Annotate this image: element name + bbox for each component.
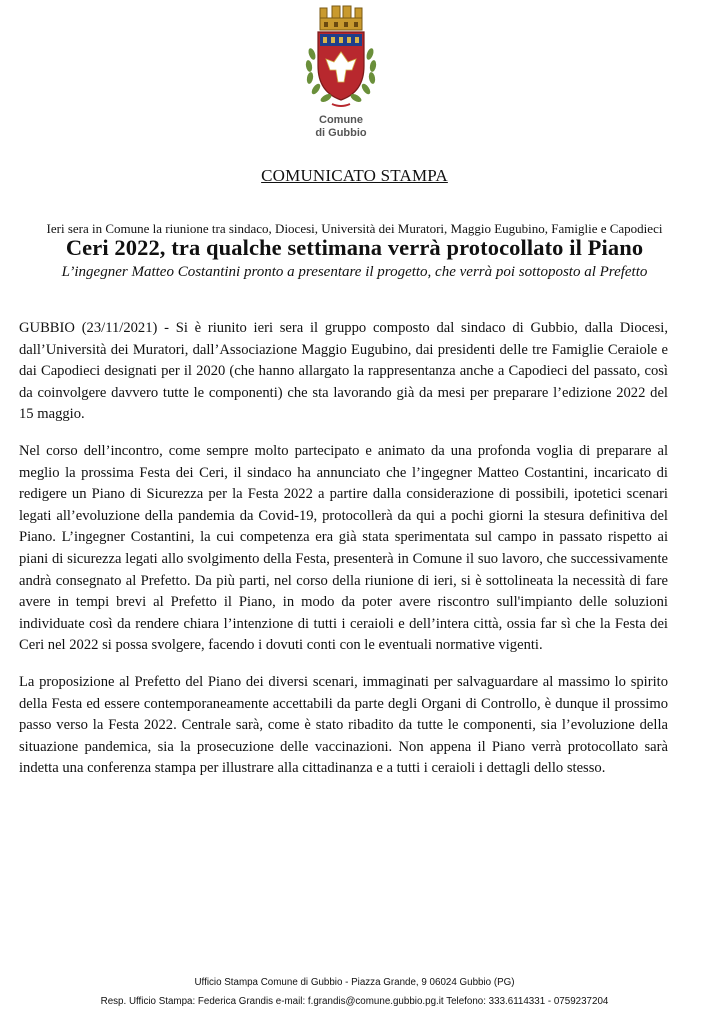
shield-icon xyxy=(318,32,364,100)
paragraph: Nel corso dell’incontro, come sempre molto partecipato e animato da una profonda voglia di preparare al meglio la prossima Festa dei Ceri, il sindaco ha annunciato che l’ingegner Matteo Costantini, incaricato di redigere un Piano di Sicurezza per la Festa 2022 a partire dalla considerazione di possibili, ipotetici scenari legati all’evoluzione della pandemia da Covid-19, protocollerà da qui a pochi giorni la stesura definitiva del Piano. L’ingegner Costantini, la cui competenza era già stata sperimentata sul campo in passato rispetto ai piani di sicurezza legati allo svolgimento della Festa, presenterà in Comune il suo lavoro, che successivamente andrà consegnato al Prefetto. Da più parti, nel corso della riunione di ieri, si è sottolineata la necessità di fare avere in tempi brevi al Prefetto il Piano, in modo da poter avere riscontro sull'impianto delle soluzioni individuate così da rendere chiara l’intenzione di tutti i ceraioli e dell’intera città, ossia far sì che la Festa dei Ceri nel 2022 si possa svolgere, facendo i dovuti conti con le eventuali normative vigenti. xyxy=(19,442,668,654)
coat-of-arms-icon xyxy=(296,4,386,114)
comune-logo xyxy=(296,4,386,142)
paragraph: La proposizione al Prefetto del Piano dei diversi scenari, immaginati per salvaguardare al massimo lo spirito della Festa ed essere contemporaneamente accettabili da parte degli Organi di Controllo, è dunque il prossimo passo verso la Festa 2022. Centrale sarà, come è stato ribadito da tutte le componenti, sia l’evoluzione della situazione pandemica, sia la prosecuzione delle vaccinazioni. Non appena il Piano verrà protocollato sarà indetta una conferenza stampa per illustrare alla cittadinanza e a tutti i ceraioli i dettagli dello stesso. xyxy=(19,673,668,777)
press-release-title: COMUNICATO STAMPA xyxy=(261,166,448,185)
footer-address: Ufficio Stampa Comune di Gubbio - Piazza Grande, 9 06024 Gubbio (PG) xyxy=(194,977,515,988)
footer-contacts: Resp. Ufficio Stampa: Federica Grandis e-mail: f.grandis@comune.gubbio.pg.it Telefono: 333.6114331 - 0759237204 xyxy=(100,996,609,1007)
headline: Ceri 2022, tra qualche settimana verrà protocollato il Piano xyxy=(65,235,644,260)
subheadline: L’ingegner Matteo Costantini pronto a presentare il progetto, che verrà poi sottoposto al Prefetto xyxy=(61,264,648,280)
logo-text-line1: Comune xyxy=(319,114,363,126)
paragraph: GUBBIO (23/11/2021) - Si è riunito ieri sera il gruppo composto dal sindaco di Gubbio, dalla Diocesi, dall’Università dei Muratori, dall’Associazione Maggio Eugubino, dai presidenti delle tre Famiglie Ceraiole e dai Capodieci designati per il 2020 (che hanno allargato la rappresentanza anche a Capodieci del passato, così da coinvolgere davvero tutte le componenti) che sta lavorando già da mesi per preparare l’edizione 2022 del 15 maggio. xyxy=(19,320,668,423)
crown-icon xyxy=(320,6,362,30)
logo-text-line2: di Gubbio xyxy=(315,127,367,139)
kicker: Ieri sera in Comune la riunione tra sindaco, Diocesi, Università dei Muratori, Maggio Eugubino, Famiglie e Capodieci xyxy=(46,221,663,236)
article-body xyxy=(19,318,668,795)
